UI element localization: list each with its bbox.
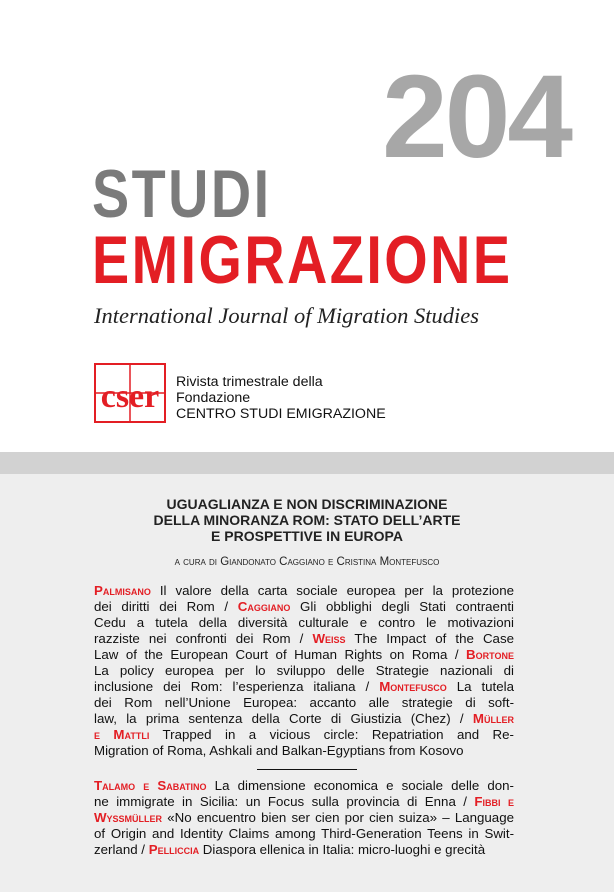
contents-line	[94, 810, 514, 826]
article-text: law, la prima sentenza della Corte di Giustizia (Chez) /	[94, 711, 473, 726]
publisher-line: Fondazione	[176, 390, 251, 406]
contents-line	[94, 679, 514, 695]
contents-line	[94, 743, 514, 759]
author-name: Weiss	[312, 631, 346, 646]
article-text: of Origin and Identity Claims among Third-Generation Teens in Swit-	[94, 826, 514, 841]
cser-logo-icon	[94, 363, 166, 423]
author-name: e Mattli	[94, 727, 150, 742]
contents-line	[94, 615, 514, 631]
publisher-info	[176, 374, 386, 422]
contents-line	[94, 711, 514, 727]
article-text: La dimensione economica e sociale delle don-	[206, 778, 514, 793]
author-name: Pelliccia	[148, 842, 200, 857]
article-text: Law of the European Court of Human Rights on Roma /	[94, 647, 467, 662]
article-text: La policy europea per lo sviluppo delle Strategie nazionali di	[94, 663, 514, 678]
article-text: dei Rom nell’Unione Europea: accanto alle strategie di soft-	[94, 695, 514, 710]
contents-line	[94, 631, 514, 647]
article-text: ne immigrate in Sicilia: un Focus sulla provincia di Enna /	[94, 794, 475, 809]
article-text: inclusione dei Rom: l’esperienza italiana /	[94, 679, 380, 694]
article-text: razziste nei confronti dei Rom /	[94, 631, 313, 646]
publisher-line: Rivista trimestrale della	[176, 374, 323, 390]
issue-number: 204	[382, 51, 570, 183]
article-text: Il valore della carta sociale europea per la protezione	[150, 583, 514, 598]
contents-line	[94, 583, 514, 599]
article-text: Cedu a tutela della diversità culturale e contro le motivazioni	[94, 615, 514, 630]
article-text: dei diritti dei Rom /	[94, 599, 238, 614]
article-text: Diaspora ellenica in Italia: micro-luoghi e grecità	[199, 842, 486, 857]
theme-title	[60, 496, 554, 544]
contents-line	[94, 842, 514, 858]
article-text: Gli obblighi degli Stati contraenti	[290, 599, 514, 614]
theme-title-line: UGUAGLIANZA E NON DISCRIMINAZIONE	[166, 496, 448, 512]
contents-line	[94, 695, 514, 711]
publisher-line: CENTRO STUDI EMIGRAZIONE	[176, 406, 386, 422]
author-name: Fibbi e	[474, 794, 514, 809]
journal-title-line2: EMIGRAZIONE	[92, 222, 513, 298]
contents-line	[94, 647, 514, 663]
author-name: Wyssmüller	[94, 810, 163, 825]
contents-band-stripe	[0, 452, 614, 474]
theme-editors: a cura di Giandonato Caggiano e Cristina Montefusco	[174, 556, 440, 568]
author-name: Montefusco	[379, 679, 447, 694]
article-text: Migration of Roma, Ashkali and Balkan-Egyptians from Kosovo	[94, 743, 464, 758]
section-divider	[257, 769, 357, 770]
contents-other-block	[94, 778, 514, 858]
contents-line	[94, 778, 514, 794]
journal-title-line1: STUDI	[92, 156, 272, 232]
author-name: Müller	[472, 711, 514, 726]
theme-title-line: E PROSPETTIVE IN EUROPA	[211, 528, 403, 544]
contents-line	[94, 826, 514, 842]
author-name: Caggiano	[237, 599, 291, 614]
contents-line	[94, 727, 514, 743]
contents-line	[94, 599, 514, 615]
article-text: Trapped in a vicious circle: Repatriation and Re-	[149, 727, 514, 742]
article-text: La tutela	[446, 679, 514, 694]
journal-subtitle: International Journal of Migration Studies	[94, 303, 479, 328]
contents-line	[94, 794, 514, 810]
author-name: Talamo e Sabatino	[94, 778, 207, 793]
author-name: Palmisano	[94, 583, 151, 598]
article-text: «No encuentro bien ser cien por cien suiza» – Language	[162, 810, 514, 825]
article-text: zerland /	[94, 842, 149, 857]
contents-theme-block	[94, 583, 514, 759]
article-text: The Impact of the Case	[345, 631, 514, 646]
theme-title-line: DELLA MINORANZA ROM: STATO DELL’ARTE	[153, 512, 461, 528]
logo-text: cser	[100, 378, 160, 415]
contents-line	[94, 663, 514, 679]
author-name: Bortone	[466, 647, 514, 662]
